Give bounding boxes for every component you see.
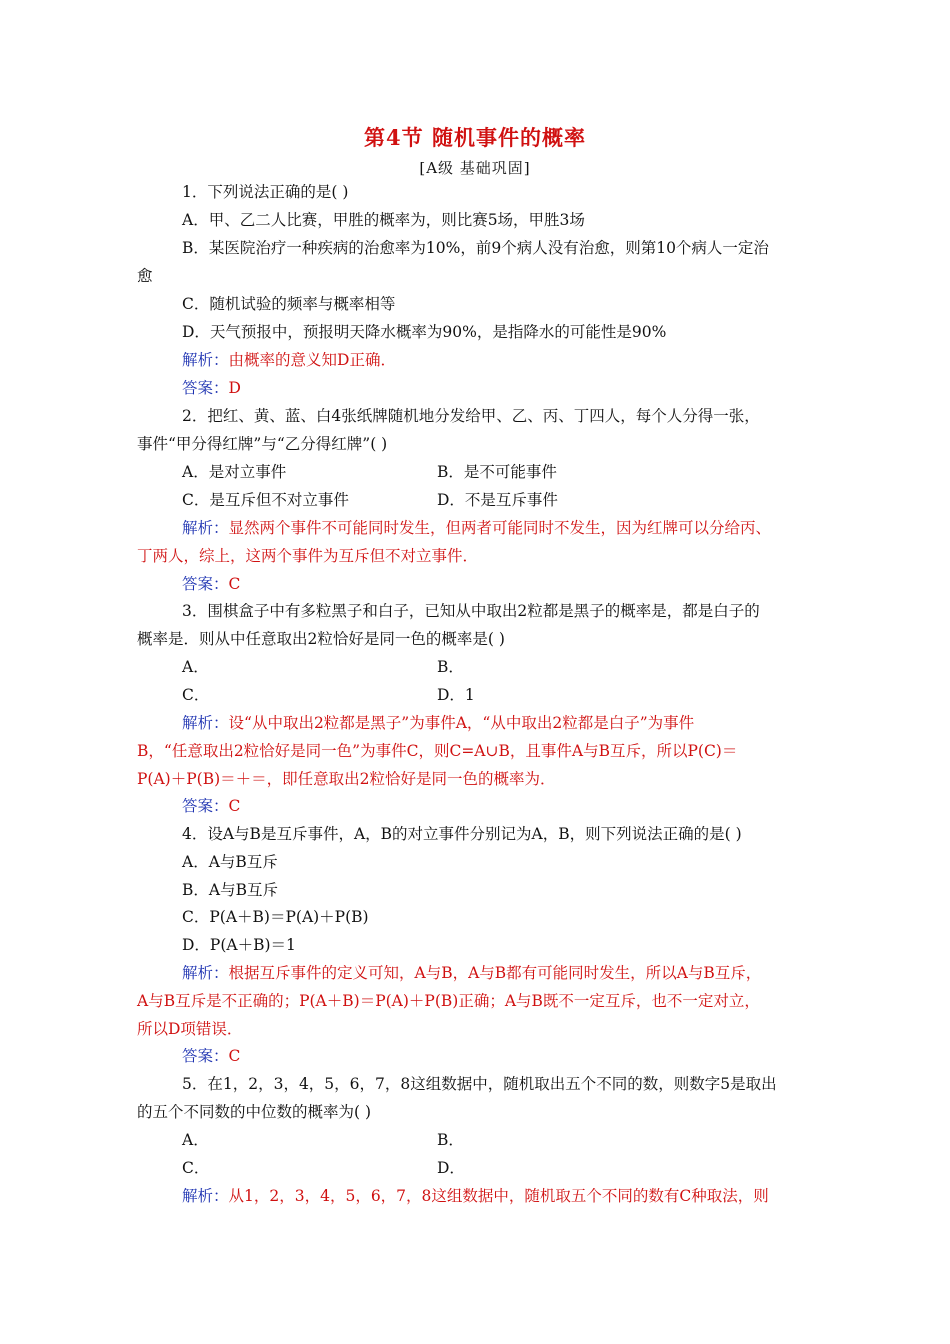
q2-stem-cont: 事件“甲分得红牌”与“乙分得红牌”( ) <box>137 435 388 453</box>
q4-solution-cont-1: A与B互斥是不正确的；P(A＋B)＝P(A)＋P(B)正确；A与B既不一定互斥，也不一定对立， <box>137 992 760 1010</box>
q3-solution-cont-1: B，“任意取出2粒恰好是同一色”为事件C，则C=A∪B，且事件A与B互斥，所以P(C)＝ <box>137 742 738 760</box>
answer-value: D <box>228 379 241 397</box>
q5-stem: 5．在1，2，3，4，5，6，7，8这组数据中，随机取出五个不同的数，则数字5是取出 <box>182 1075 777 1093</box>
q2-option-a: A．是对立事件 <box>182 463 287 481</box>
q5-solution <box>182 1186 769 1206</box>
q1-solution <box>182 350 396 370</box>
q1-option-b-cont: 愈 <box>137 267 153 285</box>
solution-label: 解析： <box>182 351 229 369</box>
q3-solution <box>182 713 694 733</box>
q2-option-c: C．是互斥但不对立事件 <box>182 491 349 509</box>
q5-option-a: A． <box>182 1131 209 1149</box>
solution-label: 解析： <box>182 964 229 982</box>
q4-option-a: A．A与B互斥 <box>182 853 278 871</box>
q2-stem: 2．把红、黄、蓝、白4张纸牌随机地分发给甲、乙、丙、丁四人，每个人分得一张， <box>182 407 760 425</box>
q3-option-a: A． <box>182 658 209 676</box>
q1-option-d: D．天气预报中，预报明天降水概率为90%，是指降水的可能性是90% <box>182 323 667 341</box>
q4-answer <box>182 1046 240 1066</box>
q3-stem-cont: 概率是．则从中任意取出2粒恰好是同一色的概率是( ) <box>137 630 505 648</box>
q4-solution <box>182 963 761 983</box>
q5-stem-cont: 的五个不同数的中位数的概率为( ) <box>137 1103 372 1121</box>
q3-answer <box>182 796 240 816</box>
answer-value: C <box>228 797 241 815</box>
q1-stem: 1．下列说法正确的是( ) <box>182 183 349 201</box>
solution-label: 解析： <box>182 714 229 732</box>
answer-value: C <box>228 575 241 593</box>
q3-option-b: B． <box>437 658 464 676</box>
q1-answer <box>182 378 241 398</box>
solution-text: 设“从中取出2粒都是黑子”为事件A，“从中取出2粒都是白子”为事件 <box>228 714 695 732</box>
section-subtitle: [A级 基础巩固] <box>419 159 531 177</box>
q5-option-c: C． <box>182 1159 210 1177</box>
solution-text: 从1，2，3，4，5，6，7，8这组数据中，随机取五个不同的数有C种取法，则 <box>228 1187 769 1205</box>
q1-option-a: A．甲、乙二人比赛，甲胜的概率为，则比赛5场，甲胜3场 <box>182 211 585 229</box>
q4-solution-cont-2: 所以D项错误． <box>137 1020 243 1038</box>
q3-option-d: D．1 <box>437 686 475 704</box>
q2-solution-cont: 丁两人，综上，这两个事件为互斥但不对立事件． <box>137 547 479 565</box>
q5-option-d: D． <box>437 1159 465 1177</box>
answer-label: 答案： <box>182 575 229 593</box>
q4-option-d: D．P(A＋B)＝1 <box>182 936 296 954</box>
q2-answer <box>182 574 240 594</box>
q1-option-b: B．某医院治疗一种疾病的治愈率为10%，前9个病人没有治愈，则第10个病人一定治 <box>182 239 769 257</box>
answer-label: 答案： <box>182 1047 229 1065</box>
q2-solution <box>182 518 771 538</box>
answer-value: C <box>228 1047 241 1065</box>
solution-text: 根据互斥事件的定义可知，A与B，A与B都有可能同时发生，所以A与B互斥， <box>228 964 762 982</box>
q3-stem: 3．围棋盒子中有多粒黑子和白子，已知从中取出2粒都是黑子的概率是，都是白子的 <box>182 602 760 620</box>
q4-stem: 4．设A与B是互斥事件，A，B的对立事件分别记为A，B，则下列说法正确的是( ) <box>182 825 742 843</box>
q2-option-d: D．不是互斥事件 <box>437 491 558 509</box>
solution-label: 解析： <box>182 519 229 537</box>
q4-option-b: B．A与B互斥 <box>182 881 278 899</box>
solution-label: 解析： <box>182 1187 229 1205</box>
q3-solution-cont-2: P(A)＋P(B)＝＋＝，即任意取出2粒恰好是同一色的概率为． <box>137 770 556 788</box>
q4-option-c: C．P(A＋B)＝P(A)＋P(B) <box>182 908 369 926</box>
solution-text: 显然两个事件不可能同时发生，但两者可能同时不发生，因为红牌可以分给丙、 <box>228 519 772 537</box>
solution-text: 由概率的意义知D正确． <box>228 351 396 369</box>
q1-option-c: C．随机试验的频率与概率相等 <box>182 295 396 313</box>
q5-option-b: B． <box>437 1131 464 1149</box>
q3-option-c: C． <box>182 686 210 704</box>
answer-label: 答案： <box>182 797 229 815</box>
q2-option-b: B．是不可能事件 <box>437 463 557 481</box>
page-title: 第4节 随机事件的概率 <box>364 125 586 150</box>
answer-label: 答案： <box>182 379 229 397</box>
